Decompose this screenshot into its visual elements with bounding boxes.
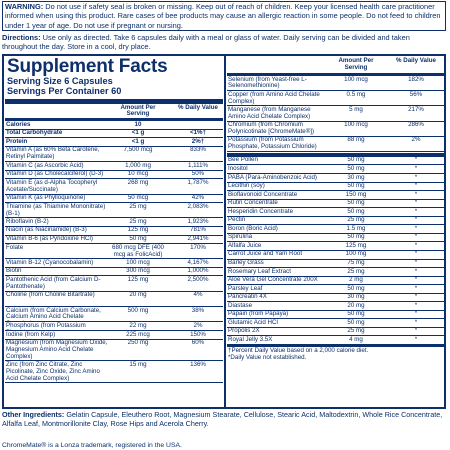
nutrient-name: Pantothenic Acid (from Calcium D-Pantothenate) — [6, 276, 101, 290]
nutrient-amount: 300 mcg — [126, 267, 150, 275]
nutrient-daily-value: * — [414, 293, 418, 301]
nutrient-row — [227, 336, 444, 345]
nutrient-daily-value: * — [414, 216, 418, 224]
nutrient-daily-value: * — [414, 285, 418, 292]
nutrient-row — [5, 292, 223, 307]
nutrient-amount: 50 mcg — [127, 194, 149, 202]
nutrient-amount: 50 mg — [347, 182, 365, 190]
nutrient-name: Propolis 2X — [228, 327, 260, 335]
nutrient-row — [5, 268, 223, 277]
nutrient-name: Vitamin B-12 (Cyanocobalamin) — [6, 259, 94, 266]
nutrient-amount: 250 mg — [127, 339, 149, 347]
nutrient-daily-value: * — [414, 208, 418, 215]
nutrient-name: Barley Grass — [228, 259, 264, 266]
nutrient-row — [227, 174, 444, 183]
nutrient-amount: 50 mg — [129, 235, 147, 242]
nutrient-name: Iodine (from Kelp) — [6, 331, 56, 338]
nutrient-row — [227, 165, 444, 174]
nutrient-row — [5, 203, 223, 218]
nutrient-name: Diastase — [228, 302, 253, 309]
nutrient-name: Pectin — [228, 216, 246, 224]
nutrient-daily-value: * — [414, 319, 418, 326]
nutrient-row — [5, 138, 223, 147]
nutrient-amount: 268 mg — [127, 179, 149, 186]
nutrient-amount: 25 mg — [347, 268, 365, 275]
nutrient-name: Folate — [6, 244, 24, 251]
right-rows-minerals — [227, 76, 444, 152]
nutrient-row — [227, 285, 444, 294]
nutrient-row — [227, 200, 444, 209]
left-rows — [5, 121, 223, 383]
nutrient-amount: 10 — [134, 121, 142, 128]
facts-left-column — [5, 56, 223, 383]
nutrient-row — [5, 171, 223, 180]
nutrient-name: Copper (from Amino Acid Chelate Complex) — [228, 91, 320, 105]
nutrient-row — [227, 106, 444, 121]
nutrient-name: Vitamin B-6 (as Pyridoxine HCl) — [6, 235, 93, 242]
nutrient-amount: 50 mg — [347, 285, 365, 292]
nutrient-daily-value: * — [414, 191, 418, 198]
nutrient-amount: <1 g — [131, 138, 145, 145]
nutrient-name: Parsley Leaf — [228, 285, 263, 292]
nutrient-daily-value: * — [414, 327, 418, 335]
warning-box — [2, 1, 446, 31]
nutrient-row — [5, 236, 223, 245]
servings-per-container: Servings Per Container 60 — [7, 85, 122, 96]
nutrient-amount: 20 mg — [129, 291, 147, 299]
nutrient-daily-value: 2,083% — [187, 203, 209, 210]
nutrient-amount: 680 mcg DFE (400 mcg as FolicAcid) — [112, 244, 164, 258]
facts-right-column — [227, 56, 444, 361]
nutrient-name: Magnesium (from Magnesium Oxide, Magnesium Amino Acid Chelate Complex) — [6, 339, 108, 360]
nutrient-name: Total Carbohydrate — [6, 129, 63, 137]
nutrient-row — [5, 259, 223, 268]
directions-label: Directions: — [2, 33, 41, 42]
nutrient-daily-value: 170% — [190, 244, 206, 251]
nutrient-amount: 1.5 mg — [346, 225, 366, 232]
nutrient-daily-value: 2,941% — [187, 235, 209, 242]
nutrient-amount: 22 mg — [129, 322, 147, 329]
other-ingredients-label: Other Ingredients: — [2, 410, 65, 419]
nutrient-amount: 125 mg — [127, 226, 149, 234]
nutrient-amount: 25 mg — [347, 216, 365, 224]
nutrient-name: Vitamin D (as Cholecalciferol) (D-3) — [6, 170, 104, 178]
directions — [2, 33, 446, 51]
header-amount-right: Amount Per Serving — [338, 57, 374, 71]
column-divider — [224, 56, 226, 407]
nutrient-daily-value: * — [414, 233, 418, 241]
nutrient-amount: 2 mg — [349, 276, 363, 284]
nutrient-row — [227, 251, 444, 260]
nutrient-name: Thiamine (as Thiamine Mononitrate) (B-1) — [6, 203, 106, 217]
nutrient-row — [227, 225, 444, 234]
nutrient-daily-value: 2% — [411, 136, 421, 144]
right-column-header — [227, 56, 444, 74]
other-ingredients-text: Gelatin Capsule, Eleuthero Root, Magnesium Stearate, Cellulose, Stearic Acid, Maltodextrin, Whole Rice Concentrate, Alfalfa Leaf, Montmorillonite Clay, Rose Hips and Acerola Cherry. — [2, 410, 443, 428]
nutrient-row — [5, 322, 223, 331]
nutrient-name: Calcium (from Calcium Carbonate, Calcium Amino Acid Chelate — [6, 307, 101, 321]
nutrient-name: Vitamin K (as Phylloquinone) — [6, 194, 86, 202]
nutrient-daily-value: 50% — [191, 170, 205, 178]
other-ingredients — [2, 411, 448, 429]
nutrient-amount: 20 mg — [347, 302, 365, 309]
nutrient-name: Glutamic Acid HCl — [228, 319, 278, 326]
nutrient-name: Carrot Juice and Yam Root — [228, 250, 303, 258]
nutrient-amount: 25 mg — [129, 218, 147, 225]
nutrient-row — [5, 340, 223, 362]
nutrient-name: Potassium (from Potassium Phosphate, Potassium Chloride) — [228, 136, 317, 151]
supplement-facts-panel — [2, 54, 446, 409]
nutrient-daily-value: 60% — [191, 339, 205, 347]
nutrient-daily-value: * — [414, 182, 418, 190]
nutrient-row — [227, 311, 444, 320]
nutrient-name: Inositol — [228, 165, 248, 172]
nutrient-daily-value: <1%† — [190, 129, 206, 137]
nutrient-amount: 50 mg — [347, 310, 365, 318]
nutrient-amount: 0.5 mg — [346, 91, 366, 98]
warning-label: WARNING: — [5, 2, 44, 11]
nutrient-amount: 125 mg — [127, 276, 149, 283]
nutrient-daily-value: 2%† — [191, 138, 205, 145]
nutrient-row — [227, 217, 444, 226]
nutrient-amount: 150 mg — [345, 191, 367, 198]
nutrient-name: Manganese (from Manganese Amino Acid Chelate Complex) — [228, 106, 311, 120]
nutrient-row — [227, 319, 444, 328]
nutrient-amount: 50 mg — [347, 233, 365, 241]
nutrient-name: Royal Jelly 3.5X — [228, 336, 273, 343]
nutrient-daily-value: * — [414, 336, 418, 343]
nutrient-row — [5, 130, 223, 139]
nutrient-daily-value: 1,000% — [187, 267, 209, 275]
nutrient-row — [227, 191, 444, 200]
nutrient-amount: 75 mg — [347, 259, 365, 266]
nutrient-row — [227, 137, 444, 152]
nutrient-row — [5, 218, 223, 227]
nutrient-row — [227, 234, 444, 243]
nutrient-daily-value: 4% — [193, 291, 203, 299]
serving-size: Serving Size 6 Capsules — [7, 76, 113, 86]
nutrient-name: Biotin — [6, 267, 22, 275]
nutrient-daily-value: 781% — [190, 226, 206, 234]
nutrient-row — [5, 276, 223, 291]
nutrient-daily-value: 182% — [408, 76, 424, 83]
nutrient-amount: 50 mg — [347, 208, 365, 215]
nutrient-name: Alfalfa Juice — [228, 242, 262, 249]
nutrient-name: Calories — [6, 121, 31, 128]
nutrient-name: Bee Pollen — [228, 156, 258, 164]
nutrient-row — [5, 331, 223, 340]
nutrient-daily-value: * — [414, 302, 418, 309]
nutrient-daily-value: 4,167% — [187, 259, 209, 266]
nutrient-amount: 100 mcg — [344, 121, 368, 129]
nutrient-row — [5, 162, 223, 171]
nutrient-daily-value: * — [414, 225, 418, 232]
nutrient-daily-value: * — [414, 276, 418, 284]
nutrient-daily-value: 2% — [193, 322, 203, 329]
nutrient-name: Zinc (from Zinc Citrate, Zinc Picolinate, Zinc Oxide, Zinc Amino Acid Chelate Complex) — [6, 361, 100, 382]
nutrient-daily-value: 1,787% — [187, 179, 209, 186]
nutrient-row — [227, 91, 444, 106]
nutrient-amount: 50 mg — [347, 156, 365, 164]
nutrient-name: Choline (from Choline Bitartrate) — [6, 291, 95, 299]
facts-title: Supplement Facts — [7, 56, 168, 77]
nutrient-daily-value: * — [414, 268, 418, 275]
footnote-percent: †Percent Daily Value based on a 2,000 calorie diet. — [228, 346, 369, 354]
header-daily-value: % Daily Value — [178, 104, 218, 111]
nutrient-daily-value: * — [414, 199, 418, 207]
nutrient-name: Vitamin A (as 60% Beta Carotene, Retinyl Palmitate) — [6, 146, 100, 161]
nutrient-row — [227, 208, 444, 217]
nutrient-row — [227, 76, 444, 91]
header-amount: Amount Per Serving — [120, 104, 156, 118]
right-rows-botanicals — [227, 157, 444, 345]
nutrient-row — [5, 121, 223, 130]
nutrient-row — [227, 242, 444, 251]
header-daily-value-right: % Daily Value — [396, 57, 436, 64]
nutrient-row — [227, 302, 444, 311]
nutrient-amount: 100 mcg — [126, 259, 150, 266]
nutrient-amount: 50 mg — [347, 319, 365, 326]
trademark-note: ChromeMate® is a Lonza trademark, registered in the USA. — [2, 442, 182, 449]
nutrient-name: Rosemary Leaf Extract — [228, 268, 291, 275]
nutrient-daily-value: 286% — [408, 121, 424, 129]
nutrient-row — [227, 183, 444, 192]
nutrient-amount: 7,500 mcg — [123, 146, 153, 154]
nutrient-amount: 50 mg — [347, 165, 365, 172]
left-column-header — [5, 104, 223, 119]
nutrient-name: Bioflavonoid Concentrate — [228, 191, 298, 198]
nutrient-row — [5, 147, 223, 162]
nutrient-daily-value: 56% — [409, 91, 423, 98]
nutrient-amount: 5 mg — [349, 106, 363, 113]
nutrient-name: Chromium (from Chromium Polynicotinate [ChromeMate®]) — [228, 121, 315, 135]
footnote-daily-value: *Daily Value not established. — [228, 353, 307, 361]
nutrient-daily-value: 833% — [190, 146, 206, 154]
nutrient-row — [227, 328, 444, 337]
nutrient-daily-value: * — [414, 165, 418, 172]
nutrient-daily-value: * — [414, 242, 418, 249]
nutrient-amount: 10 mcg — [127, 170, 149, 178]
nutrient-name: Phosphorus (from Potassium — [6, 322, 86, 329]
nutrient-name: Lecithin (soy) — [228, 182, 265, 190]
nutrient-daily-value: 2,500% — [187, 276, 209, 283]
nutrient-name: Rutin Concentrate — [228, 199, 278, 207]
nutrient-daily-value: * — [414, 250, 418, 258]
nutrient-name: Papain (from Papaya) — [228, 310, 289, 318]
nutrient-amount: 15 mg — [129, 361, 147, 368]
nutrient-amount: 50 mg — [347, 199, 365, 207]
nutrient-daily-value: 217% — [408, 106, 424, 113]
nutrient-name: Pancreatin 4X — [228, 293, 267, 301]
nutrient-amount: <1 g — [131, 129, 145, 137]
nutrient-daily-value: 1,111% — [187, 162, 209, 169]
nutrient-daily-value: * — [414, 156, 418, 164]
nutrient-name: Niacin (as Niacinamide) (B-3) — [6, 226, 87, 234]
nutrient-row — [5, 307, 223, 322]
nutrient-row — [5, 244, 223, 259]
warning-text: Do not use if safety seal is broken or missing. Keep out of reach of children. Keep your licensed health care practitioner informed when using this product. Rare cases of bee products may cause an allergic reaction in some people. Do not feed to children under 1 year of age. Do not use if pregnant or nursing. — [5, 2, 441, 30]
nutrient-name: Selenium (from Yeast-free L-Selenomethionine) — [228, 76, 307, 90]
nutrient-row — [5, 227, 223, 236]
nutrient-daily-value: 136% — [190, 361, 206, 368]
nutrient-amount: 100 mcg — [344, 76, 368, 83]
nutrient-name: Spirulina — [228, 233, 253, 241]
nutrient-name: Aloe Vera Gel Concentrate 200X — [228, 276, 318, 284]
nutrient-row — [227, 157, 444, 166]
nutrient-row — [5, 195, 223, 204]
nutrient-name: Hesperidin Concentrate — [228, 208, 294, 215]
nutrient-amount: 88 mg — [347, 136, 365, 144]
nutrient-daily-value: * — [414, 310, 418, 318]
nutrient-name: PABA (Para-Aminobenzoic Acid) — [228, 174, 317, 181]
nutrient-amount: 4 mg — [349, 336, 363, 343]
nutrient-daily-value: 42% — [191, 194, 205, 202]
nutrient-amount: 25 mg — [129, 203, 147, 210]
nutrient-row — [227, 277, 444, 286]
nutrient-amount: 225 mcg — [126, 331, 150, 338]
nutrient-amount: 1,000 mg — [125, 162, 151, 169]
nutrient-amount: 100 mg — [345, 250, 367, 258]
nutrient-amount: 500 mg — [127, 307, 149, 314]
nutrient-amount: 25 mg — [347, 327, 365, 335]
nutrient-row — [227, 122, 444, 137]
nutrient-row — [5, 361, 223, 383]
nutrient-row — [227, 294, 444, 303]
nutrient-daily-value: 150% — [190, 331, 206, 338]
nutrient-name: Vitamin C (as Ascorbic Acid) — [6, 162, 84, 169]
nutrient-amount: 30 mg — [347, 293, 365, 301]
nutrient-name: Boron (Boric Acid) — [228, 225, 278, 232]
nutrient-row — [5, 179, 223, 194]
directions-text: Use only as directed. Take 6 capsules daily with a meal or glass of water. Daily serving can be divided and taken throughout the day. Store in a cool, dry place. — [2, 33, 410, 52]
nutrient-name: Protein — [6, 138, 28, 145]
nutrient-name: Vitamin E (as d-Alpha Tocopheryl Acetate/Succinate) — [6, 179, 98, 193]
nutrient-amount: 30 mg — [347, 174, 365, 181]
nutrient-name: Riboflavin (B-2) — [6, 218, 49, 225]
nutrient-daily-value: * — [414, 259, 418, 266]
nutrient-daily-value: 1,923% — [187, 218, 209, 225]
nutrient-daily-value: * — [414, 174, 418, 181]
nutrient-amount: 125 mg — [345, 242, 367, 249]
nutrient-row — [227, 268, 444, 277]
nutrient-row — [227, 260, 444, 269]
nutrient-daily-value: 38% — [191, 307, 205, 314]
